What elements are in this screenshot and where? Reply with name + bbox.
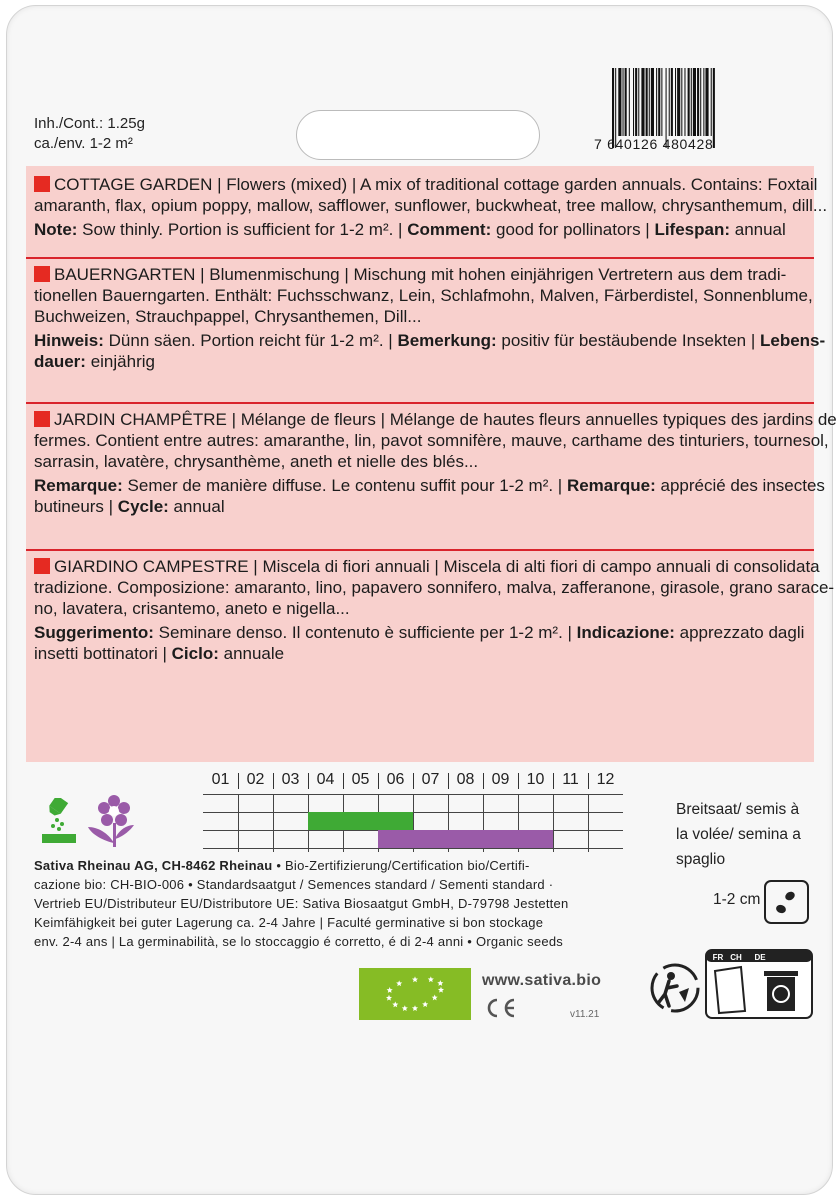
text-run: Dünn säen. Portion reicht für 1-2 m². | [103, 331, 398, 350]
month-separator [448, 773, 449, 789]
company-line [34, 856, 569, 875]
description-text: JARDIN CHAMPÊTRE | Mélange de fleurs | Mélange de hautes fleurs annuelles typiques des jardins de [54, 410, 837, 429]
barcode-bar [684, 68, 685, 136]
barcode-bar [641, 68, 644, 136]
month-label: 11 [562, 771, 579, 788]
barcode-bar [656, 68, 657, 136]
hang-hole [296, 110, 540, 160]
bold-label: Lifespan: [654, 220, 731, 239]
red-square-icon [34, 266, 50, 282]
ce-mark [483, 997, 517, 1019]
recycle-triman-icon [649, 962, 701, 1014]
text-run: • Bio-Zertifizierung/Certification bio/Certifi- [272, 858, 530, 873]
bold-label: Hinweis: [34, 331, 104, 350]
barcode-bar [661, 68, 662, 136]
description-text: BAUERNGARTEN | Blumenmischung | Mischung mit hohen einjährigen Vertretern aus dem tradi- [54, 265, 787, 284]
text-run: Seminare denso. Il contenuto è sufficiente per 1-2 m². | [153, 623, 577, 642]
month-separator [308, 773, 309, 789]
text-run: cazione bio: CH-BIO-006 • Standardsaatgut / Semences standard / Sementi standard · [34, 877, 554, 892]
month-separator [273, 773, 274, 789]
description-line [34, 285, 813, 306]
contents-area: ca./env. 1-2 m² [34, 135, 133, 152]
company-line [34, 932, 569, 951]
barcode-bar [618, 68, 621, 136]
text-run: annual [730, 220, 786, 239]
month-label: 03 [281, 771, 300, 788]
country-code-de: DE [754, 953, 766, 962]
description-text: COTTAGE GARDEN | Flowers (mixed) | A mix of traditional cottage garden annuals. Contains: Foxtail [54, 175, 818, 194]
barcode-bar [629, 68, 630, 136]
month-label: 12 [596, 771, 615, 788]
description-text: Buchweizen, Strauchpappel, Chrysanthemen, Dill... [34, 307, 422, 326]
note-line [34, 351, 810, 372]
note-line [34, 475, 825, 496]
month-separator [238, 773, 239, 789]
barcode-bar [688, 68, 690, 136]
flower-icon [84, 793, 138, 849]
text-run: positiv für bestäubende Insekten | [496, 331, 760, 350]
text-run: Sow thinly. Portion is sufficient for 1-2 m². | [77, 220, 408, 239]
bold-label: Comment: [407, 220, 492, 239]
text-run: annuale [218, 644, 285, 663]
description-line [34, 195, 828, 216]
description-text: tionellen Bauerngarten. Enthält: Fuchsschwanz, Lein, Schlafmohn, Malven, Färberdistel, Sonnenblume, [34, 286, 813, 305]
barcode-bar [638, 68, 639, 136]
text-run: env. 2-4 ans | La germinabilità, se lo stoccaggio é corretto, é di 2-4 anni • Organic seeds [34, 934, 564, 949]
red-square-icon [34, 411, 50, 427]
text-run: Keimfähigkeit bei guter Lagerung ca. 2-4 Jahre | Faculté germinative si bon stockage [34, 915, 544, 930]
description-line [34, 556, 820, 577]
barcode-bar [700, 68, 701, 136]
note-line [34, 622, 810, 643]
description-line [34, 174, 818, 195]
company-line [34, 894, 569, 913]
month-label: 01 [211, 771, 230, 788]
barcode-bar [625, 68, 627, 136]
description-panel [26, 166, 837, 762]
text-run: apprezzato dagli [674, 623, 805, 642]
divider [26, 257, 814, 259]
sowing-method-line: Breitsaat/ semis à [676, 801, 800, 818]
month-label: 09 [491, 771, 510, 788]
description-line [34, 306, 810, 327]
barcode-bar [651, 68, 654, 136]
barcode-bar [677, 68, 680, 136]
month-label: 08 [456, 771, 475, 788]
bold-label: Bemerkung: [397, 331, 497, 350]
month-separator [483, 773, 484, 789]
barcode-bar [635, 68, 637, 136]
country-code-fr: FR [712, 953, 724, 962]
divider [26, 549, 814, 551]
month-label: 10 [526, 771, 545, 788]
website-link[interactable]: www.sativa.bio [482, 972, 602, 989]
recycling-info-icon [705, 949, 813, 1019]
barcode-bar [675, 68, 676, 136]
contents-weight: Inh./Cont.: 1.25g [34, 115, 145, 132]
description-italian [34, 556, 835, 664]
barcode-bar [623, 68, 624, 136]
description-line [34, 264, 810, 285]
text-run: Semer de manière diffuse. Le contenu suffit pour 1-2 m². | [122, 476, 567, 495]
bold-label: Lebens- [760, 331, 826, 350]
month-label: 07 [421, 771, 440, 788]
company-line [34, 913, 569, 932]
description-text: sarrasin, lavatère, chrysanthème, aneth et nielle des blés... [34, 452, 479, 471]
description-text: fermes. Contient entre autres: amaranthe, lin, pavot somnifère, mauve, carthame des tinturiers, tournesol, [34, 431, 829, 450]
seed-depth-icon [764, 880, 809, 924]
description-english [34, 174, 828, 240]
description-french [34, 409, 837, 517]
bold-label: Note: [34, 220, 78, 239]
text-run: apprécié des insectes [655, 476, 825, 495]
description-line [34, 577, 835, 598]
note-line [34, 643, 810, 664]
bold-label: Sativa Rheinau AG, CH-8462 Rheinau [34, 858, 273, 873]
barcode-bar [697, 68, 699, 136]
description-line [34, 409, 837, 430]
calendar-gridline [553, 794, 554, 852]
description-text: amaranth, flax, opium poppy, mallow, safflower, sunflower, buckwheat, tree mallow, chrysanthemum, dill... [34, 196, 828, 215]
divider [26, 402, 814, 404]
month-label: 04 [316, 771, 335, 788]
description-line [34, 430, 829, 451]
company-line [34, 875, 569, 894]
barcode-number: 7 640126 480428 [594, 136, 714, 152]
red-square-icon [34, 176, 50, 192]
text-run: insetti bottinatori | [34, 644, 172, 663]
month-separator [553, 773, 554, 789]
sowing-method [676, 797, 801, 872]
bold-label: Ciclo: [171, 644, 219, 663]
bold-label: dauer: [34, 352, 86, 371]
version-label: v11.21 [570, 1009, 600, 1020]
barcode-bar [658, 68, 660, 136]
text-run: good for pollinators | [491, 220, 655, 239]
calendar-gridline [238, 794, 239, 852]
bold-label: Cycle: [117, 497, 169, 516]
month-separator [588, 773, 589, 789]
note-line [34, 496, 810, 517]
month-label: 05 [351, 771, 370, 788]
bold-label: Remarque: [566, 476, 656, 495]
flowering-period-bar [378, 830, 553, 848]
barcode-bar [693, 68, 696, 136]
barcode-bar [646, 68, 648, 136]
bold-label: Suggerimento: [34, 623, 154, 642]
red-square-icon [34, 558, 50, 574]
eu-organic-logo [359, 968, 471, 1020]
barcode-bar [711, 68, 712, 136]
barcode-bar [691, 68, 692, 136]
description-text: tradizione. Composizione: amaranto, lino, papavero sonnifero, malva, zafferanone, girasole, grano sarace- [34, 578, 835, 597]
description-text: GIARDINO CAMPESTRE | Miscela di fiori annuali | Miscela di alti fiori di campo annuali di consolidata [54, 557, 820, 576]
barcode-bar [671, 68, 673, 136]
text-run: butineurs | [34, 497, 118, 516]
sowing-icon [40, 798, 78, 846]
barcode-bar [705, 68, 708, 136]
barcode-bar [649, 68, 650, 136]
month-separator [378, 773, 379, 789]
company-info [34, 856, 569, 951]
barcode-bar [703, 68, 704, 136]
calendar-gridline [588, 794, 589, 852]
barcode-bar [633, 68, 634, 136]
month-label: 06 [386, 771, 405, 788]
bold-label: Indicazione: [576, 623, 675, 642]
barcode-bar [669, 68, 670, 136]
description-text: no, lavatera, crisantemo, aneto e nigella... [34, 599, 350, 618]
description-line [34, 451, 810, 472]
month-separator [343, 773, 344, 789]
sowing-method-line: la volée/ semina a [676, 826, 801, 843]
description-line [34, 598, 810, 619]
contents-info [34, 114, 145, 154]
text-run: annual [168, 497, 225, 516]
description-german [34, 264, 826, 372]
text-run: einjährig [85, 352, 155, 371]
country-code-ch: CH [730, 953, 742, 962]
sowing-method-line: spaglio [676, 851, 726, 868]
note-line [34, 330, 826, 351]
sowing-period-bar [308, 812, 413, 830]
barcode-bar [681, 68, 682, 136]
calendar-gridline [273, 794, 274, 852]
text-run: Vertrieb EU/Distributeur EU/Distributore UE: Sativa Biosaatgut GmbH, D-79798 Jestetten [34, 896, 569, 911]
month-label: 02 [246, 771, 265, 788]
sowing-depth: 1-2 cm [713, 891, 761, 908]
bold-label: Remarque: [34, 476, 123, 495]
note-line [34, 219, 810, 240]
month-separator [413, 773, 414, 789]
month-separator [518, 773, 519, 789]
